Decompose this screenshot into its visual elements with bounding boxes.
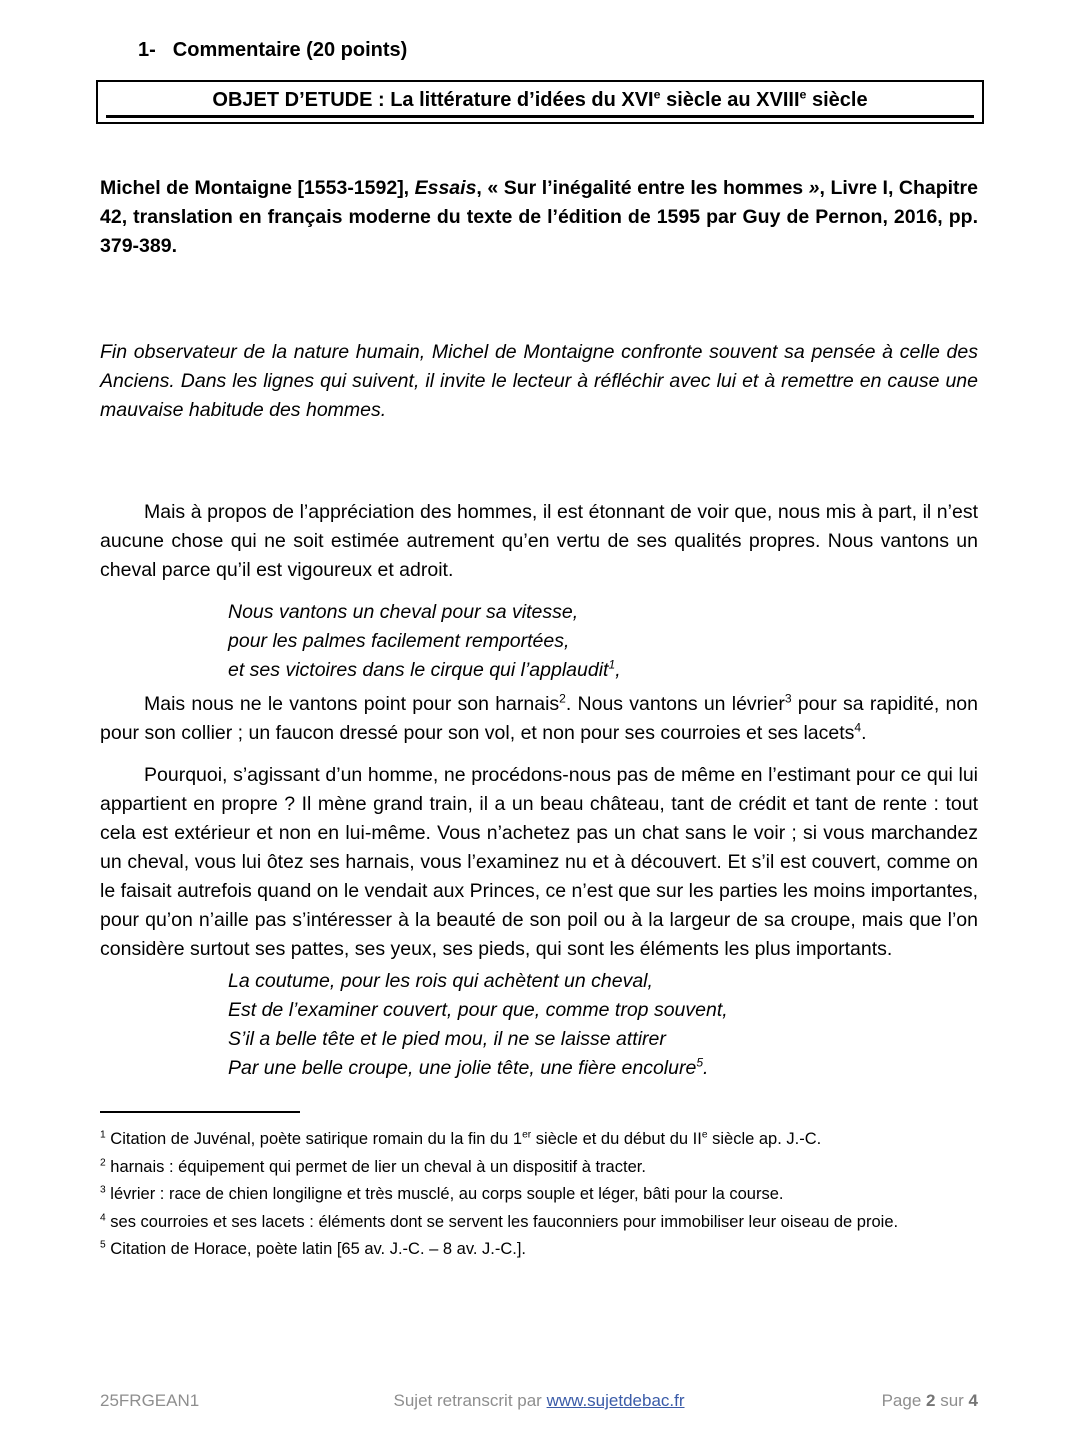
document-reference: 25FRGEAN1 — [100, 1391, 200, 1410]
footnote-item: $^3$ lévrier : race de chien longiligne et très musclé, au corps souple et léger, bâti pour la course. — [100, 1184, 784, 1203]
source-citation: Michel de Montaigne [1553-1592], Essais, « Sur l’inégalité entre les hommes », Livre I, Chapitre 42, translation en français moderne du texte de l’édition de 1595 par Guy de Pernon, 2016, pp. 379-389. — [100, 177, 978, 257]
verse-line: pour les palmes facilement remportées, — [228, 630, 570, 652]
verse-line: La coutume, pour les rois qui achètent un cheval, — [228, 970, 653, 992]
body-paragraph-3: Pourquoi, s’agissant d’un homme, ne procédons-nous pas de même en l’estimant pour ce qui lui appartient en propre ? Il mène grand train, il a un beau château, tant de crédit et tant de rente : tout cela est extérieur et non en lui-même. Vous n’achetez pas un chat sans le voir ; si vous marchandez un cheval, vous lui ôtez ses harnais, vous l’examinez nu et à découvert. Et s’il est couvert, comme on le faisait autrefois quand on le vendait aux Princes, ce n’est que sur les parties les moins importantes, pour qu’on n’aille pas s’intéresser à la beauté de son poil ou à la largeur de sa croupe, mais que l’on considère surtout ses pattes, ses yeux, ses pieds, qui sont les éléments les plus importants. — [100, 764, 978, 960]
exercise-number: 1- — [138, 39, 156, 61]
footnote-item: $^4$ ses courroies et ses lacets : éléments dont se servent les fauconniers pour immobiliser leur oiseau de proie. — [100, 1212, 899, 1231]
sujetdebac-link[interactable]: www.sujetdebac.fr — [546, 1391, 685, 1410]
transcription-credit — [394, 1391, 685, 1411]
footnote-item: $^2$ harnais : équipement qui permet de lier un cheval à un dispositif à tracter. — [100, 1157, 646, 1176]
object-of-study-box — [96, 80, 984, 124]
verse-line: S’il a belle tête et le pied mou, il ne se laisse attirer — [228, 1028, 666, 1050]
footnote-item: $^1$ Citation de Juvénal, poète satirique romain du la fin du 1er siècle et du début du IIe siècle ap. J.-C. — [100, 1129, 822, 1148]
footnote-separator — [100, 1111, 300, 1113]
transcription-credit-text: Sujet retranscrit par — [393, 1391, 547, 1410]
object-of-study-title: OBJET D’ETUDE : La littérature d’idées du XVIe siècle au XVIIIe siècle — [106, 85, 974, 118]
verse-line: Nous vantons un cheval pour sa vitesse, — [228, 601, 579, 623]
body-paragraph-1: Mais à propos de l’appréciation des hommes, il est étonnant de voir que, nous mis à part, il n’est aucune chose qui ne soit estimée autrement qu’en vertu de ses qualités propres. Nous vantons un cheval parce qu’il est vigoureux et adroit. — [100, 501, 978, 581]
verse-line: Est de l’examiner couvert, pour que, comme trop souvent, — [228, 999, 728, 1021]
verse-line: et ses victoires dans le cirque qui l’applaudit$^1$, — [228, 657, 621, 681]
footnote-item: $^5$ Citation de Horace, poète latin [65 av. J.-C. – 8 av. J.-C.]. — [100, 1239, 527, 1258]
verse-quote-2 — [228, 967, 978, 1083]
verse-line: Par une belle croupe, une jolie tête, une fière encolure$^5$. — [228, 1055, 709, 1079]
exercise-title: Commentaire (20 points) — [172, 39, 408, 61]
page-number: Page 2 sur 4 — [881, 1391, 979, 1410]
footnotes — [100, 1126, 978, 1264]
page-footer — [100, 1391, 978, 1411]
verse-quote-1 — [228, 598, 978, 685]
body-paragraph-2: Mais nous ne le vantons point pour son harnais$^2$. Nous vantons un lévrier$^3$ pour sa rapidité, non pour son collier ; un faucon dressé pour son vol, et non pour ses courroies et ses lacets$^4$. — [100, 691, 978, 744]
exercise-heading — [138, 38, 978, 62]
intro-note: Fin observateur de la nature humain, Michel de Montaigne confronte souvent sa pensée à celle des Anciens. Dans les lignes qui suivent, il invite le lecteur à réfléchir avec lui et à remettre en cause une mauvaise habitude des hommes. — [100, 340, 978, 421]
